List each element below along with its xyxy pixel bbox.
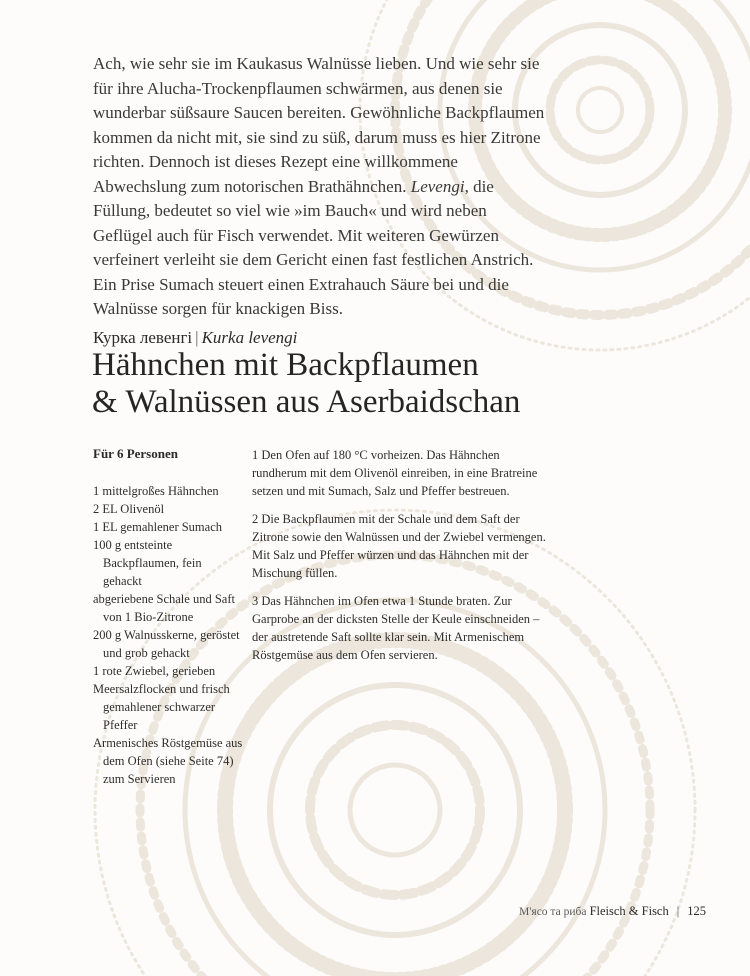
ingredient-item: Meersalzflocken und frisch gemahlener schwarzer Pfeffer [93, 682, 230, 732]
title-line-2: & Walnüssen aus Aserbaidschan [92, 384, 521, 420]
intro-paragraph [93, 52, 545, 322]
ingredient-item: abgeriebene Schale und Saft von 1 Bio-Zitrone [93, 592, 235, 624]
recipe-kicker [93, 328, 297, 348]
page-number: 125 [687, 904, 706, 918]
title-line-1: Hähnchen mit Backpflaumen [92, 347, 479, 383]
kicker-cyrillic: Курка левенгі [93, 328, 193, 347]
ingredient-item: 1 rote Zwiebel, gerieben [93, 664, 216, 678]
ingredient-item: 1 EL gemahlener Sumach [93, 520, 223, 534]
footer-section-german: Fleisch & Fisch [589, 904, 669, 918]
ingredient-item: 100 g entsteinte Backpflaumen, fein gehackt [93, 538, 202, 588]
ingredient-item: 200 g Walnusskerne, geröstet und grob gehackt [93, 628, 240, 660]
intro-text-end: , die Füllung, bedeutet so viel wie »im Bauch« und wird neben Geflügel auch für Fisch verwendet. Mit weiteren Gewürzen verfeinert verleiht sie dem Gericht einen fast festlichen Anstrich. Ein Prise Sumach steuert einen Extrahauch Säure bei und die Walnüsse sorgen für knackigen Biss. [93, 176, 534, 318]
method-step-3: 3 Das Hähnchen im Ofen etwa 1 Stunde braten. Zur Garprobe an der dicksten Stelle der Keule einschneiden – der austretende Saft sollte klar sein. Mit Armenischem Röstgemüse aus dem Ofen servieren. [252, 594, 540, 662]
recipe-title [92, 347, 612, 421]
method-steps [252, 446, 550, 674]
footer-separator: | [676, 904, 680, 918]
method-step-1: 1 Den Ofen auf 180 °C vorheizen. Das Hähnchen rundherum mit dem Olivenöl einreiben, in eine Bratreine setzen und mit Sumach, Salz und Pfeffer bestreuen. [252, 448, 538, 498]
method-step-2: 2 Die Backpflaumen mit der Schale und dem Saft der Zitrone sowie den Walnüssen und der Zwiebel vermengen. Mit Salz und Pfeffer würzen und das Hähnchen mit der Mischung füllen. [252, 512, 546, 580]
servings-label: Für 6 Personen [93, 446, 178, 461]
ingredient-list [93, 482, 243, 788]
kicker-latin: Kurka levengi [201, 328, 298, 347]
page-footer [519, 904, 706, 919]
ingredient-item: Armenisches Röstgemüse aus dem Ofen (siehe Seite 74) zum Servieren [93, 736, 243, 786]
intro-text-start: Ach, wie sehr sie im Kaukasus Walnüsse lieben. Und wie sehr sie für ihre Alucha-Trockenpflaumen schwärmen, aus denen sie wunderbar süßsaure Saucen bereiten. Gewöhnliche Backpflaumen kommen da nicht mit, sie sind zu süß, darum muss es hier Zitrone richten. Dennoch ist dieses Rezept eine willkommene Abwechslung zum notorischen Brathähnchen. [93, 54, 545, 196]
intro-emphasis: Levengi [410, 176, 465, 196]
ingredient-item: 1 mittelgroßes Hähnchen [93, 484, 219, 498]
footer-section-cyrillic: М'ясо та риба [519, 906, 587, 918]
ingredient-item: 2 EL Olivenöl [93, 502, 165, 516]
kicker-separator: | [195, 328, 199, 347]
